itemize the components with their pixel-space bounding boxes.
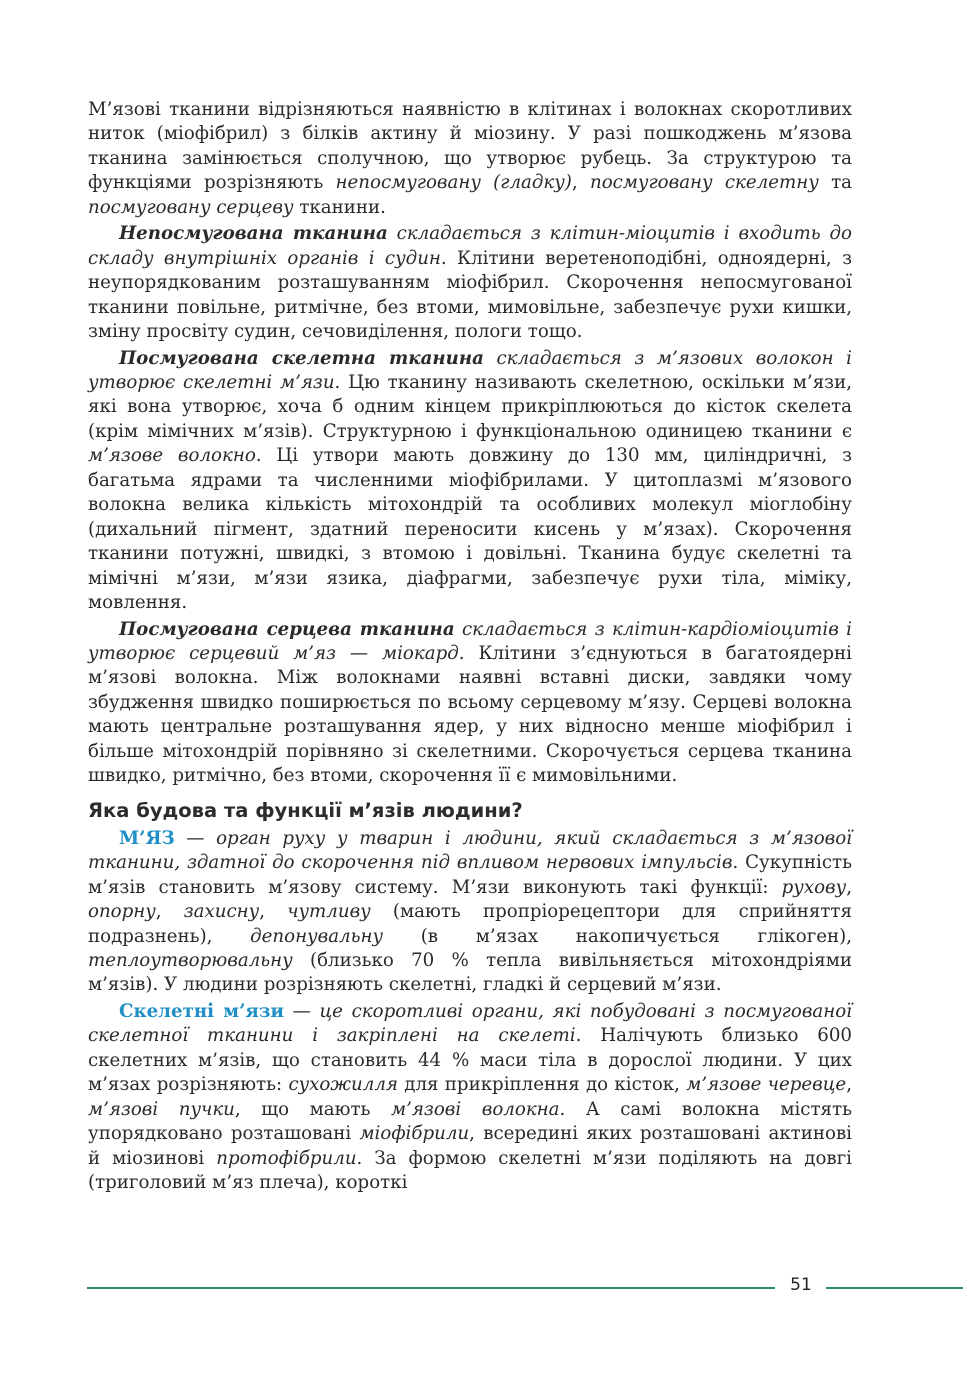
page-number: 51 [790,1275,812,1295]
text-run: . Ці утвори мають довжину до 130 мм, циліндричні, з багатьма ядрами та численними міофібрилами. У цитоплазмі м’язового волокна велика кількість мітохондрій та особливих молекул міоглобіну (дихальний пігмент, здатний переносити кисень у м’язах). Скорочення тканини потужні, швидкі, з втомою і довільні. Тканина будує скелетні та мімічні м’язи, м’язи язика, діафрагми, забезпечує рухи тіла, міміку, мовлення. [88,445,852,614]
italic-term: депонувальну [250,925,384,947]
italic-definition: складається з клітин-міоцитів і входить до складу внутрішніх органів і судин [88,223,852,269]
italic-term: посмуговану скелетну [589,172,819,194]
italic-term: опорну [88,901,156,923]
text-run: , [259,901,288,923]
footer-rule-right [826,1287,963,1289]
text-run: (в м’язах накопичується глікоген), [383,925,853,947]
text-run: . За формою скелетні м’язи поділяють на довгі (триголовий м’яз плеча), короткі [88,1147,852,1194]
italic-term: непосмуговану (гладку) [335,172,572,194]
italic-term: м’язове волокно [88,445,256,467]
paragraph-cardiac-tissue [88,618,852,789]
text-run: . Цю тканину називають скелетною, оскільки м’язи, які вона утворює, хоча б одним кінцем прикріплюються до кісток скелета (крім мімічних м’язів). Структурною і функціональною одиницею тканини є [88,371,853,442]
italic-definition: складається з клітин-кардіоміоцитів і утворює серцевий м’яз — міокард [88,618,852,664]
text-run: (мають пропріорецептори для сприйняття подразнень), [88,901,852,947]
section-heading: Яка будова та функції м’язів людини? [88,798,523,822]
bold-italic-term: Посмугована серцева тканина [119,618,455,640]
text-run: (близько 70 % тепла вивільняється мітохондріями м’язів). У людини розрізняють скелетні, гладкі й серцевий м’язи. [88,949,852,996]
text-run: та [818,172,852,194]
italic-term: протофібрили [216,1147,357,1169]
italic-term: міофібрили [359,1123,470,1145]
italic-term: сухожилля [288,1074,398,1096]
italic-definition: складається з м’язових волокон і утворює скелетні м’язи [88,347,852,393]
highlighted-term: Скелетні м’язи [119,1000,284,1022]
text-run: . А самі волокна містять упорядковано розташовані [88,1098,852,1145]
text-run: М’язові тканини відрізняються наявністю в клітинах і волокнах скоротливих ниток (міофібрил) з білків актину й міозину. У разі пошкоджень м’язова тканина замінюється сполучною, що утворює рубець. За структурою та функціями розрізняють [88,99,852,194]
text-run: . Клітини з’єднуються в багатоядерні м’язові волокна. Між волокнами наявні вставні диски, завдяки чому збудження швидко поширюється по всьому серцевому м’язу. Серцеві волокна мають центральне розташування ядер, у них відносно менше міофібрил і більше мітохондрій порівняно зі скелетними. Скорочується серцева тканина швидко, ритмічно, без втоми, скорочення її є мимовільними. [88,642,852,787]
text-run: , всередині яких розташовані актинові й міозинові [88,1123,852,1169]
text-run: . Налічують близько 600 скелетних м’язів, що становить 44 % маси тіла в дорослої людини. У цих м’язах розрізняють: [88,1025,853,1096]
paragraph-muscle-definition [88,827,852,998]
text-run: тканини. [293,196,386,218]
italic-term: рухову [781,876,847,898]
page-body [88,98,852,1195]
bold-italic-term: Посмугована скелетна тканина [119,347,484,369]
italic-term: чутливу [287,901,371,923]
bold-italic-term: Непосмугована тканина [119,223,388,245]
italic-term: теплоутворювальну [88,949,293,971]
italic-term: м’язові волокна [391,1098,560,1120]
paragraph-muscle-tissues-intro [88,98,852,220]
paragraph-smooth-tissue [88,222,852,344]
italic-term: м’язові пучки [88,1098,235,1120]
text-run: . Сукупність м’язів становить м’язову систему. М’язи виконують такі функції: [88,852,852,898]
text-run: для прикріплення до кісток, [397,1074,687,1096]
text-run: , що мають [234,1098,392,1120]
text-run: , [155,901,184,923]
text-run: , [846,1074,852,1096]
highlighted-term: М’ЯЗ [119,827,175,849]
italic-term: захисну [183,901,260,923]
italic-definition: — це скоротливі органи, які побудовані з посмугованої скелетної тканини і закріплені на скелеті [88,1000,852,1047]
italic-term: посмуговану серцеву [88,196,294,218]
paragraph-skeletal-muscles [88,1000,852,1196]
text-run: , [846,876,852,898]
paragraph-skeletal-tissue [88,347,852,616]
text-run: , [571,172,590,194]
italic-definition: — орган руху у тварин і людини, який складається з м’язової тканини, здатної до скорочення під впливом нервових імпульсів [88,827,852,874]
text-run: . Клітини веретеноподібні, одноядерні, з неупорядкованим розташуванням міофібрил. Скорочення непосмугованої тканини повільне, ритмічне, без втоми, мимовільне, забезпечує рухи кишки, зміну просвіту судин, сечовиділення, пологи тощо. [88,247,852,343]
footer-rule-left [87,1287,775,1289]
italic-term: м’язове черевце [686,1074,847,1096]
